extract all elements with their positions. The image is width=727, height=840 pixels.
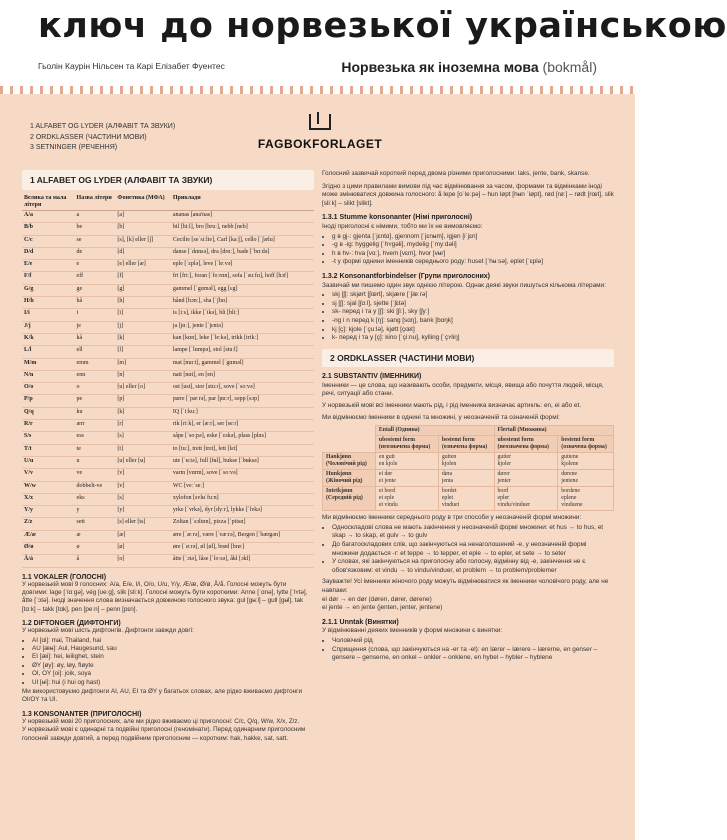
list-item: • AU [æʉ]: Aul, Haugesund, sau <box>32 645 314 653</box>
table-row <box>22 530 314 542</box>
table-cell: [s] <box>115 432 170 444</box>
table-cell: natt [nɑt], en [en] <box>171 370 314 382</box>
table-cell: ø <box>75 543 116 555</box>
table-cell: R/r <box>22 420 75 432</box>
section-heading: 2 ORDKLASSER (ЧАСТИНИ МОВИ) <box>322 349 614 368</box>
table-row <box>22 235 314 247</box>
paragraph: У норвезькій мові 9 голосних: A/a, E/e, I/i, O/o, U/u, Y/y, Æ/æ, Ø/ø, Å/å. Голосні можуть бути довгими: lage [ˈlɑːgə], vég [ʋeːɡ], slik [sliːk]. Голосні можуть бути короткими: Anne [ˈɑnə], lytte [ˈlʏtə], åtte [ˈɔtə]. Іноді значення слова визначається довжиною голосного звука: gul [gʉːl] – gull [gʉl], tak [tɑːk] – takk [tɑk], pen [peːn] – penn [pɛn]. <box>22 580 308 613</box>
list-item: • skj [ʃ]: skjørt [ʃœrt], skjære [ˈʃæːrə] <box>332 291 614 300</box>
table-cell: Zoltan [ˈsɔltɑn], pizza [ˈpitsɑ] <box>171 518 314 530</box>
table-cell: [ø] <box>115 543 170 555</box>
table-cell: to [tuː], trett [trɛt], lett [lɛt] <box>171 444 314 456</box>
page-subtitle <box>341 59 597 75</box>
paragraph: Зазвичай ми пишемо один звук однією літерою. Однак деякі звуки пишуться кількома літерами: <box>322 281 606 289</box>
table-cell: B/b <box>22 223 75 235</box>
publisher-name: FAGBOKFORLAGET <box>257 137 383 151</box>
table-cell: såpe [ˈsoːpə], eske [ˈɛskə], plass [plɑs] <box>171 432 314 444</box>
noun-declension-table <box>322 425 614 511</box>
list-item: • AI [ɑi]: mai, Thailand, hai <box>32 637 314 645</box>
table-cell: et bord et eple et vindu <box>375 487 438 511</box>
table-cell: P/p <box>22 395 75 407</box>
table-cell: [l] <box>115 346 170 358</box>
table-cell: [i] <box>115 309 170 321</box>
table-cell: [j] <box>115 321 170 333</box>
table-cell: kå <box>75 333 116 345</box>
paragraph: Згідно з цими правилами вимови під час відмінювання за часом, формами та відмінками іноді може змінюватися довжина голосного: å lepe [oˈleːpə] – hun løpt [hʉn ˈløpt], rød [røː] – rødt [rœt], slik [sliːk] – slikt [slikt]. <box>322 182 614 207</box>
table-cell: X/x <box>22 493 75 505</box>
table-cell: [r] <box>115 420 170 432</box>
table-header-row <box>323 436 614 453</box>
list-item: • -g в -ig: hyggelig [ˈhʏgəli], mydelig [ˈmyːdəli] <box>332 241 614 250</box>
list-item: • UI [ʉi]: hui (i hui og hast) <box>32 679 314 687</box>
table-cell: [t] <box>115 444 170 456</box>
column-header: ubestemt form (неозначена форма) <box>375 436 438 453</box>
table-cell: o <box>75 383 116 395</box>
table-cell: J/j <box>22 321 75 333</box>
table-cell: dører jenter <box>494 470 558 487</box>
table-cell: [s] eller [ts] <box>115 518 170 530</box>
table-cell: pære [ˈpæːrə], par [pɑːr], sopp [sɔp] <box>171 395 314 407</box>
alphabet-table <box>22 194 314 568</box>
book-icon <box>309 114 331 130</box>
table-cell: [e] eller [æ] <box>115 260 170 272</box>
table-row <box>22 543 314 555</box>
table-cell: WC [veːˈseː] <box>171 481 314 493</box>
toc-item[interactable]: 3 SETNINGER (РЕЧЕННЯ) <box>30 144 118 151</box>
paragraph: Іменники — це слова, що називають особи, предмети, місця, явища або почуття людей, місця, речі, ситуації або стани. <box>322 381 604 398</box>
table-cell: mat [mɑːt], gammel [ˈgɑməl] <box>171 358 314 370</box>
subsection-heading: 1.2 DIFTONGER (ДИФТОНГИ) <box>22 620 121 628</box>
table-cell: S/s <box>22 432 75 444</box>
table-row <box>22 493 314 505</box>
table-cell: C/c <box>22 235 75 247</box>
table-cell: ell <box>75 346 116 358</box>
table-row <box>22 284 314 296</box>
table-row <box>22 358 314 370</box>
authors: Гьолін Каурін Нільсен та Карі Елізабет Фуентес <box>38 61 225 71</box>
table-cell: a <box>75 211 116 223</box>
exceptions-list <box>332 637 614 663</box>
list-item: • g в gj-: gjenta [ˈjɛntɑ], gjennom [ˈjɛnʉm], igjen [iˈjɛn] <box>332 233 614 242</box>
table-cell: [n] <box>115 370 170 382</box>
column-header: bestemt form (означена форма) <box>438 436 494 453</box>
paragraph: У норвезькій мові всі іменники мають рід, і рід іменника визначає артикль: en, ei або et. <box>322 402 581 410</box>
column-group-header: Flertall (Множина) <box>494 426 613 436</box>
table-cell: kan [kɑn], leke [ˈleːkə], trikk [trikː] <box>171 333 314 345</box>
table-cell: bil [biːl], bro [bruː], nebb [neb] <box>171 223 314 235</box>
table-cell: fri [friː], foran [ˈfoːrɑn], sofa [ˈsuːfɑ], hoff [hɔf] <box>171 272 314 284</box>
table-row <box>22 333 314 345</box>
table-cell: H/h <box>22 297 75 309</box>
table-header-row <box>323 426 614 436</box>
table-row <box>22 481 314 493</box>
table-row <box>22 260 314 272</box>
table-cell: bord epler vindu/vinduer <box>494 487 558 511</box>
table-cell: Æ/æ <box>22 530 75 542</box>
table-row <box>22 506 314 518</box>
diphthong-list <box>32 637 314 687</box>
column-header: Фонетика (МФА) <box>115 194 170 211</box>
list-item: • Чоловічий рід <box>332 637 614 646</box>
row-header: Intetkjønn (Середній рід) <box>323 487 376 511</box>
list-item: • sk- перед i та y [ʃ]: ski [ʃiː], sky [ʃyː] <box>332 308 614 317</box>
list-item: • До багатоскладових слів, що закінчуються на ненаголошений -e, у неозначеній формі множини додається -r: et teppe → to tepper, et eple → to epler, et sete → to seter <box>332 541 614 558</box>
list-item: • -t у формі однини іменників середнього роду: huset [ˈhʉːsə], eplet [ˈɛplə] <box>332 258 614 267</box>
table-cell: ost [ust], stor [stuːr], sove [ˈsoːvə] <box>171 383 314 395</box>
table-cell: guttene kjolene <box>558 453 614 470</box>
table-cell: bordet eplet vinduet <box>438 487 494 511</box>
table-row <box>22 272 314 284</box>
table-row <box>22 420 314 432</box>
toc-item[interactable]: 2 ORDKLASSER (ЧАСТИНИ МОВИ) <box>30 133 147 141</box>
column-header: Приклади <box>171 194 314 211</box>
table-cell: ei dør ei jente <box>375 470 438 487</box>
subsection-heading: 1.3.2 Konsonantforbindelser (Групи приголосних) <box>322 272 490 280</box>
table-cell: danse [ˈdɑnsə], dra [drɑː], bade [ˈbɑːdə] <box>171 247 314 259</box>
silent-consonant-list <box>332 233 614 267</box>
neuter-rules-list <box>332 524 614 576</box>
table-cell: N/n <box>22 370 75 382</box>
table-cell: eff <box>75 272 116 284</box>
table-cell: dørene jentene <box>558 470 614 487</box>
subtitle-variant: (bokmål) <box>542 59 597 75</box>
paragraph: Ми відмінюємо іменники в однині та множині, у неозначеній та означеній формі: <box>322 413 560 421</box>
list-item: • kj [ç]: kjole [ˈçuːlə], kjøtt [çœt] <box>332 326 614 335</box>
table-cell: K/k <box>22 333 75 345</box>
table-cell: L/l <box>22 346 75 358</box>
header-divider <box>0 86 635 94</box>
table-cell: ute [ˈʉːtə], full [fʉl], bukse [ˈbʉksə] <box>171 456 314 468</box>
column-header: ubestemt form (неозначена форма) <box>494 436 558 453</box>
example: ei dør → en dør (døren, dører, dørene) <box>322 595 432 603</box>
table-cell: øre [ˈøːrə], øl [øl], brød [brøː] <box>171 543 314 555</box>
table-cell: Ø/ø <box>22 543 75 555</box>
subtitle-main: Норвезька як іноземна мова <box>341 59 539 75</box>
table-cell: je <box>75 321 116 333</box>
list-item: • -ng і n перед k [ŋ]: sang [sɑŋ], bank [bɑŋk] <box>332 317 614 326</box>
table-row <box>22 518 314 530</box>
table-cell: enn <box>75 370 116 382</box>
list-item: • У словах, які закінчуються на приголосну або голосну, відмінну від -e, закінчення не є обов'язковим: et vindu → to vindu/vinduer, et problem → to problem/problemer <box>332 558 614 575</box>
table-of-contents <box>30 122 175 154</box>
table-cell: [u] eller [o] <box>115 383 170 395</box>
list-item: • k- перед i та y [ç]: kino [ˈçiːnu], kylling [ˈçʏliŋ] <box>332 334 614 343</box>
publisher-logo <box>255 114 385 151</box>
consonant-cluster-list <box>332 291 614 343</box>
paragraph: Іноді приголосні є німими, тобто ми їх не вимовляємо: <box>322 222 483 230</box>
column-header: bestemt form (означена форма) <box>558 436 614 453</box>
column-header: Велика та мала літери <box>22 194 75 211</box>
table-row <box>22 297 314 309</box>
table-cell: pe <box>75 395 116 407</box>
row-header: Hunkjønn (Жіночий рід) <box>323 470 376 487</box>
paragraph: У норвезькій мові є одинарні та подвійні приголосні (геномінати). Перед одинарним приголосним голосний завжди довгий, а перед подвійним приголосним — коротким: hak, hakke, sat, satt. <box>22 726 306 742</box>
table-cell: I/i <box>22 309 75 321</box>
table-cell: y <box>75 506 116 518</box>
table-cell: gammel [ˈgɑməl], egg [ɛg] <box>171 284 314 296</box>
example: ei jente → en jente (jenten, jenter, jentene) <box>322 604 443 612</box>
subsection-heading: 2.1 SUBSTANTIV (ІМЕННИКИ) <box>322 373 422 381</box>
table-cell: [a] <box>115 211 170 223</box>
table-cell: [g] <box>115 284 170 296</box>
table-cell: is [iːs], ikke [ˈikə], bli [bliː] <box>171 309 314 321</box>
table-cell: rik [riːk], er [æːr], ser [seːr] <box>171 420 314 432</box>
table-cell: ja [jɑː], jente [ˈjɛntə] <box>171 321 314 333</box>
list-item: • Сприщення (слова, що закінчуються на -er та -el): en lærer – lærere – lærerne, en genser – gensere – genserne, en onkel – onkler – onklene, en hybel – hybler – hyblene <box>332 646 614 663</box>
table-cell: F/f <box>22 272 75 284</box>
table-cell: [d] <box>115 247 170 259</box>
table-cell: bordene eplene vinduene <box>558 487 614 511</box>
table-cell: eks <box>75 493 116 505</box>
table-cell: en gutt en kjole <box>375 453 438 470</box>
table-cell: V/v <box>22 469 75 481</box>
list-item: • sj [ʃ]: sjal [ʃɑːl], sjette [ˈʃɛtə] <box>332 300 614 309</box>
table-cell: æ <box>75 530 116 542</box>
table-cell: eple [ˈɛplə], leve [ˈleːvə] <box>171 260 314 272</box>
table-cell: [k] <box>115 333 170 345</box>
table-cell: varm [vɑrm], sove [ˈsoːvə] <box>171 469 314 481</box>
table-row <box>22 555 314 567</box>
table-cell: gutter kjoler <box>494 453 558 470</box>
table-cell: [æ] <box>115 530 170 542</box>
table-cell: Q/q <box>22 407 75 419</box>
table-cell: se <box>75 235 116 247</box>
table-cell: sett <box>75 518 116 530</box>
table-cell: E/e <box>22 260 75 272</box>
table-cell: ess <box>75 432 116 444</box>
table-row <box>323 487 614 511</box>
table-row <box>22 321 314 333</box>
note: Зауважте! Усі іменники жіночого роду можуть відмінюватися як іменники чоловічого роду, але не навпаки: <box>322 578 609 594</box>
table-row <box>22 395 314 407</box>
table-cell: åtte [ˈɔtə], låse [ˈloːsə], åkl [ɔkl] <box>171 555 314 567</box>
list-item: • ØY [øy]: øy, løy, fløyte <box>32 662 314 670</box>
toc-item[interactable]: 1 ALFABET OG LYDER (АЛФАВІТ ТА ЗВУКИ) <box>30 123 176 130</box>
list-item: • h в hv-: hva [vɑː], hvem [vɛm], hvor [vʉr] <box>332 250 614 259</box>
table-cell: [p] <box>115 395 170 407</box>
paragraph: У норвезькій мові шість дифтонгів. Дифтонги завжди довгі: <box>22 627 194 635</box>
table-cell: te <box>75 444 116 456</box>
table-cell: e <box>75 260 116 272</box>
table-cell: yrke [ˈʏrkə], dyr [dyːr], lykke [ˈlʏkə] <box>171 506 314 518</box>
paragraph: Голосний зазвичай короткий перед двома різними приголосними: laks, jente, bank, skanse. <box>322 170 590 177</box>
page-header <box>0 0 727 94</box>
subsection-heading: 1.3 KONSONANTER (ПРИГОЛОСНІ) <box>22 710 142 718</box>
table-cell: dobbelt-ve <box>75 481 116 493</box>
column-group-header: Entall (Однина) <box>375 426 494 436</box>
table-cell: T/t <box>22 444 75 456</box>
table-cell: [u] eller [ʉ] <box>115 456 170 468</box>
paragraph: У відмінюванні деяких іменників у формі множини є винятки: <box>322 627 503 635</box>
table-row <box>22 407 314 419</box>
table-row <box>22 383 314 395</box>
list-item: • OI, OY [oi]: joik, soya <box>32 670 314 678</box>
table-cell: [s] <box>115 493 170 505</box>
table-row <box>22 346 314 358</box>
table-cell: emm <box>75 358 116 370</box>
table-cell: Å/å <box>22 555 75 567</box>
row-header: Hankjønn (Чоловічий рід) <box>323 453 376 470</box>
table-cell: hånd [hɔnː], sha [ˈʃhɑ] <box>171 297 314 309</box>
table-cell: G/g <box>22 284 75 296</box>
table-cell: døra jenta <box>438 470 494 487</box>
table-cell: ananas [ana'nas] <box>171 211 314 223</box>
table-cell: Z/z <box>22 518 75 530</box>
table-row <box>22 432 314 444</box>
table-cell: xylofon [sʏlʉˈfuːn] <box>171 493 314 505</box>
table-cell: A/a <box>22 211 75 223</box>
list-item: • EI [æi]: hei, leilighet, stein <box>32 653 314 661</box>
list-item: • Односкладові слова не мають закінчення у неозначеній формі множини: et hus → to hus, et skap → to skap, et gulv → to gulv <box>332 524 614 541</box>
table-cell: u <box>75 456 116 468</box>
table-cell: ærr <box>75 420 116 432</box>
table-cell: D/d <box>22 247 75 259</box>
table-cell: gutten kjolen <box>438 453 494 470</box>
table-cell: [m] <box>115 358 170 370</box>
table-row <box>22 469 314 481</box>
table-cell: [o] <box>115 555 170 567</box>
column-header: Назва літери <box>75 194 116 211</box>
table-cell: [h] <box>115 297 170 309</box>
table-cell: lampe [ˈlɑmpə], stol [stuːl] <box>171 346 314 358</box>
subsection-heading: 1.3.1 Stumme konsonanter (Німі приголосні) <box>322 214 473 222</box>
table-cell: be <box>75 223 116 235</box>
table-row <box>22 370 314 382</box>
left-column <box>22 170 314 743</box>
paragraph: У норвезькій мові 20 приголосних, але ми рідко вживаємо ці приголосні: C/c, Q/q, W/w, X/x, Z/z. <box>22 717 300 725</box>
table-cell: M/m <box>22 358 75 370</box>
subsection-heading: 2.1.1 Unntak (Винятки) <box>322 618 399 626</box>
table-cell: [b] <box>115 223 170 235</box>
page-title: ключ до норвезької українською <box>38 6 727 46</box>
table-row <box>22 456 314 468</box>
right-column <box>322 170 614 664</box>
table-row <box>323 453 614 470</box>
table-cell: de <box>75 247 116 259</box>
table-cell: Cecilie [seˈsiːlie], Carl [kaːɭ], cello [ˈʃælu] <box>171 235 314 247</box>
table-cell: ge <box>75 284 116 296</box>
table-row <box>22 444 314 456</box>
table-cell: [f] <box>115 272 170 284</box>
table-cell: hå <box>75 297 116 309</box>
table-cell: [v] <box>115 469 170 481</box>
table-cell: W/w <box>22 481 75 493</box>
table-cell: i <box>75 309 116 321</box>
table-cell: U/u <box>22 456 75 468</box>
table-row <box>22 223 314 235</box>
table-cell: [s], [k] eller [ʃ] <box>115 235 170 247</box>
table-header-row <box>22 194 314 211</box>
table-cell: å <box>75 555 116 567</box>
table-row <box>22 247 314 259</box>
table-row <box>22 211 314 223</box>
table-cell: Y/y <box>22 506 75 518</box>
section-heading: 1 ALFABET OG LYDER (АЛФАВІТ ТА ЗВУКИ) <box>22 170 314 190</box>
table-cell: ve <box>75 469 116 481</box>
table-row <box>323 470 614 487</box>
table-cell: [v] <box>115 481 170 493</box>
table-cell: [y] <box>115 506 170 518</box>
paragraph: Ми використовуємо дифтонги AI, AU, EI та ØY у багатьох словах, але рідко вживаємо дифтонги OI/OY та UI. <box>22 688 302 704</box>
table-cell: ku <box>75 407 116 419</box>
table-cell: ære [ˈæːrə], være [ˈʋæːrə], Bergen [ˈbærgən] <box>171 530 314 542</box>
table-cell: [k] <box>115 407 170 419</box>
subsection-heading: 1.1 VOKALER (ГОЛОСНІ) <box>22 573 107 581</box>
table-cell: O/o <box>22 383 75 395</box>
table-row <box>22 309 314 321</box>
paragraph: Ми відмінюємо іменники середнього роду в три способи у неозначеній формі множини: <box>322 514 582 522</box>
table-cell: IQ [ˈiːkuː] <box>171 407 314 419</box>
